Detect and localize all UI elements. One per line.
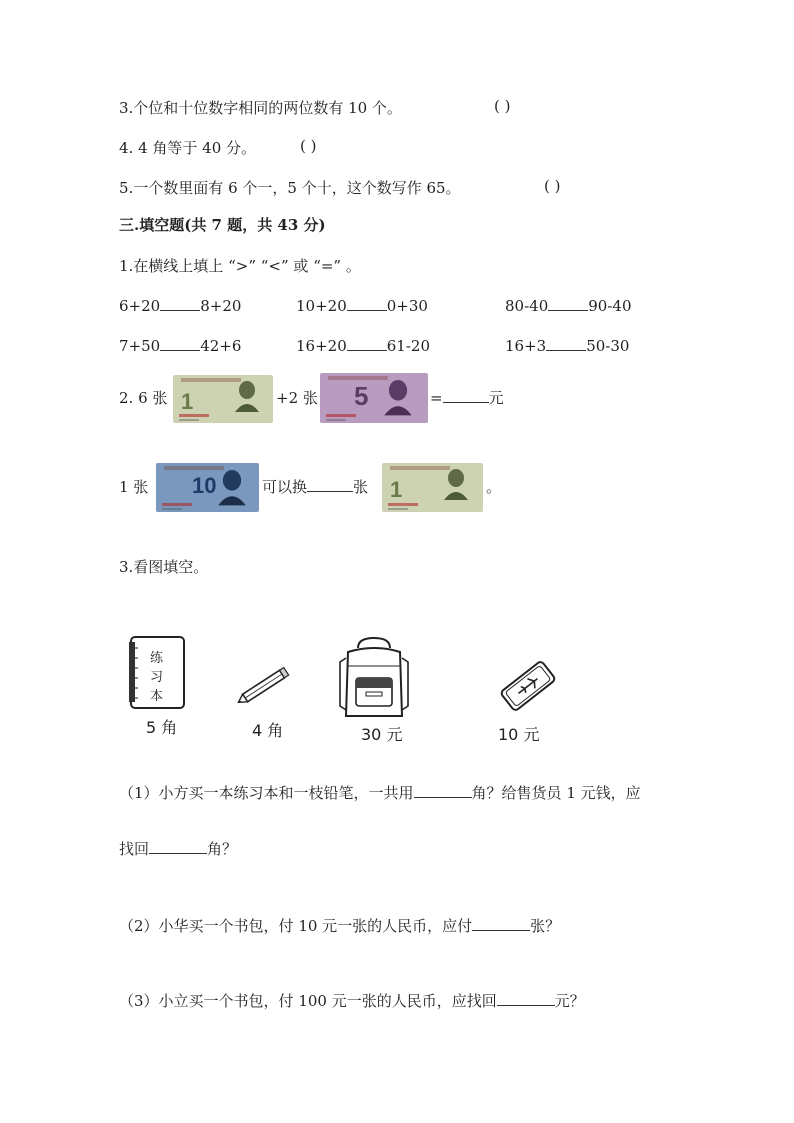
banknote-digit: 1 bbox=[390, 477, 403, 502]
section3-title: 三.填空题(共 7 题，共 43 分) bbox=[119, 216, 326, 234]
portrait-icon bbox=[216, 466, 248, 506]
compare-left: 16+20 bbox=[296, 337, 347, 355]
compare-blank[interactable] bbox=[160, 296, 200, 311]
banknote-1-yuan bbox=[173, 375, 273, 423]
judge-q4-paren[interactable]: ( ) bbox=[300, 137, 317, 155]
judge-q3 bbox=[119, 97, 402, 118]
fill2-line1-eq bbox=[430, 387, 504, 408]
compare-left: 7+50 bbox=[119, 337, 161, 355]
compare-blank[interactable] bbox=[347, 296, 387, 311]
unit-yuan: 元 bbox=[488, 389, 504, 407]
price-backpack: 30 元 bbox=[361, 725, 403, 744]
compare-row2-item2 bbox=[296, 336, 430, 355]
q3-text-end: 元？ bbox=[554, 992, 585, 1010]
notebook-char: 习 bbox=[150, 670, 164, 685]
compare-right: 61-20 bbox=[386, 337, 430, 355]
equals-sign: = bbox=[430, 389, 443, 407]
compare-blank[interactable] bbox=[548, 296, 588, 311]
fill3-q2 bbox=[119, 915, 560, 936]
fill2-line2-end: 。 bbox=[486, 478, 502, 496]
answer-blank-change[interactable] bbox=[149, 839, 207, 854]
compare-blank[interactable] bbox=[347, 336, 387, 351]
notebook-char: 练 bbox=[150, 651, 164, 666]
compare-row2-item1 bbox=[119, 336, 241, 355]
notebook-char: 本 bbox=[150, 689, 164, 704]
portrait-icon bbox=[382, 376, 414, 416]
fill3-q3 bbox=[119, 990, 585, 1011]
compare-right: 90-40 bbox=[588, 297, 632, 315]
portrait-icon bbox=[233, 378, 261, 412]
fill3-q1-line2 bbox=[119, 838, 237, 859]
compare-blank[interactable] bbox=[160, 336, 200, 351]
compare-row1-item1 bbox=[119, 296, 241, 315]
answer-blank-count[interactable] bbox=[307, 477, 353, 492]
judge-q4-text: 4. 4 角等于 40 分。 bbox=[119, 139, 257, 157]
banknote-digit: 5 bbox=[354, 381, 369, 411]
compare-left: 10+20 bbox=[296, 297, 347, 315]
pencil-case-icon bbox=[496, 656, 560, 716]
portrait-icon bbox=[442, 466, 470, 500]
judge-q5 bbox=[119, 177, 461, 198]
price-notebook: 5 角 bbox=[146, 718, 178, 737]
fill2-line1-prefix: 2. 6 张 bbox=[119, 389, 168, 407]
compare-row1-item2 bbox=[296, 296, 428, 315]
q3-text: （3）小立买一个书包，付 100 元一张的人民币，应找回 bbox=[119, 992, 497, 1010]
judge-q5-text: 5.一个数里面有 6 个一，5 个十，这个数写作 65。 bbox=[119, 179, 461, 197]
banknote-1-yuan-2 bbox=[382, 463, 483, 512]
compare-row2-item3 bbox=[505, 336, 629, 355]
backpack-icon bbox=[336, 636, 412, 720]
judge-q5-paren[interactable]: ( ) bbox=[544, 177, 561, 195]
compare-left: 6+20 bbox=[119, 297, 161, 315]
pencil-icon bbox=[232, 664, 294, 710]
compare-left: 16+3 bbox=[505, 337, 547, 355]
fill2-line2-prefix: 1 张 bbox=[119, 478, 149, 496]
q1-text-cont: 角？给售货员 1 元钱，应 bbox=[471, 784, 641, 802]
compare-blank[interactable] bbox=[546, 336, 586, 351]
notebook-icon bbox=[128, 636, 184, 708]
banknote-digit: 1 bbox=[181, 389, 194, 414]
fill2-line1-mid: +2 张 bbox=[276, 389, 318, 407]
compare-right: 0+30 bbox=[386, 297, 428, 315]
banknote-digit: 10 bbox=[192, 473, 217, 498]
fill1-title: 1.在横线上填上 “>” “<” 或 “=” 。 bbox=[119, 257, 361, 275]
q1-text-end: 角？ bbox=[207, 840, 238, 858]
answer-blank-notes[interactable] bbox=[472, 916, 530, 931]
unit-zhang: 张 bbox=[353, 478, 369, 496]
can-exchange-text: 可以换 bbox=[262, 478, 308, 496]
banknote-10-yuan bbox=[156, 463, 259, 512]
fill3-q1-line1 bbox=[119, 782, 641, 803]
compare-right: 42+6 bbox=[200, 337, 242, 355]
q1-text-find: 找回 bbox=[119, 840, 150, 858]
price-pencil-case: 10 元 bbox=[498, 725, 540, 744]
compare-right: 50-30 bbox=[586, 337, 630, 355]
judge-q3-text: 3.个位和十位数字相同的两位数有 10 个。 bbox=[119, 99, 402, 117]
fill3-title: 3.看图填空。 bbox=[119, 558, 209, 576]
compare-left: 80-40 bbox=[505, 297, 549, 315]
q2-text: （2）小华买一个书包，付 10 元一张的人民币，应付 bbox=[119, 917, 473, 935]
q2-text-end: 张？ bbox=[530, 917, 561, 935]
fill2-line2-mid bbox=[262, 476, 368, 497]
compare-row1-item3 bbox=[505, 296, 632, 315]
q1-text: （1）小方买一本练习本和一枝铅笔，一共用 bbox=[119, 784, 414, 802]
answer-blank-yuan[interactable] bbox=[443, 388, 489, 403]
judge-q3-paren[interactable]: ( ) bbox=[494, 97, 511, 115]
price-pencil: 4 角 bbox=[252, 721, 284, 740]
judge-q4 bbox=[119, 137, 256, 158]
answer-blank-refund[interactable] bbox=[497, 991, 555, 1006]
answer-blank-total[interactable] bbox=[414, 783, 472, 798]
compare-right: 8+20 bbox=[200, 297, 242, 315]
banknote-5-yuan bbox=[320, 373, 428, 423]
